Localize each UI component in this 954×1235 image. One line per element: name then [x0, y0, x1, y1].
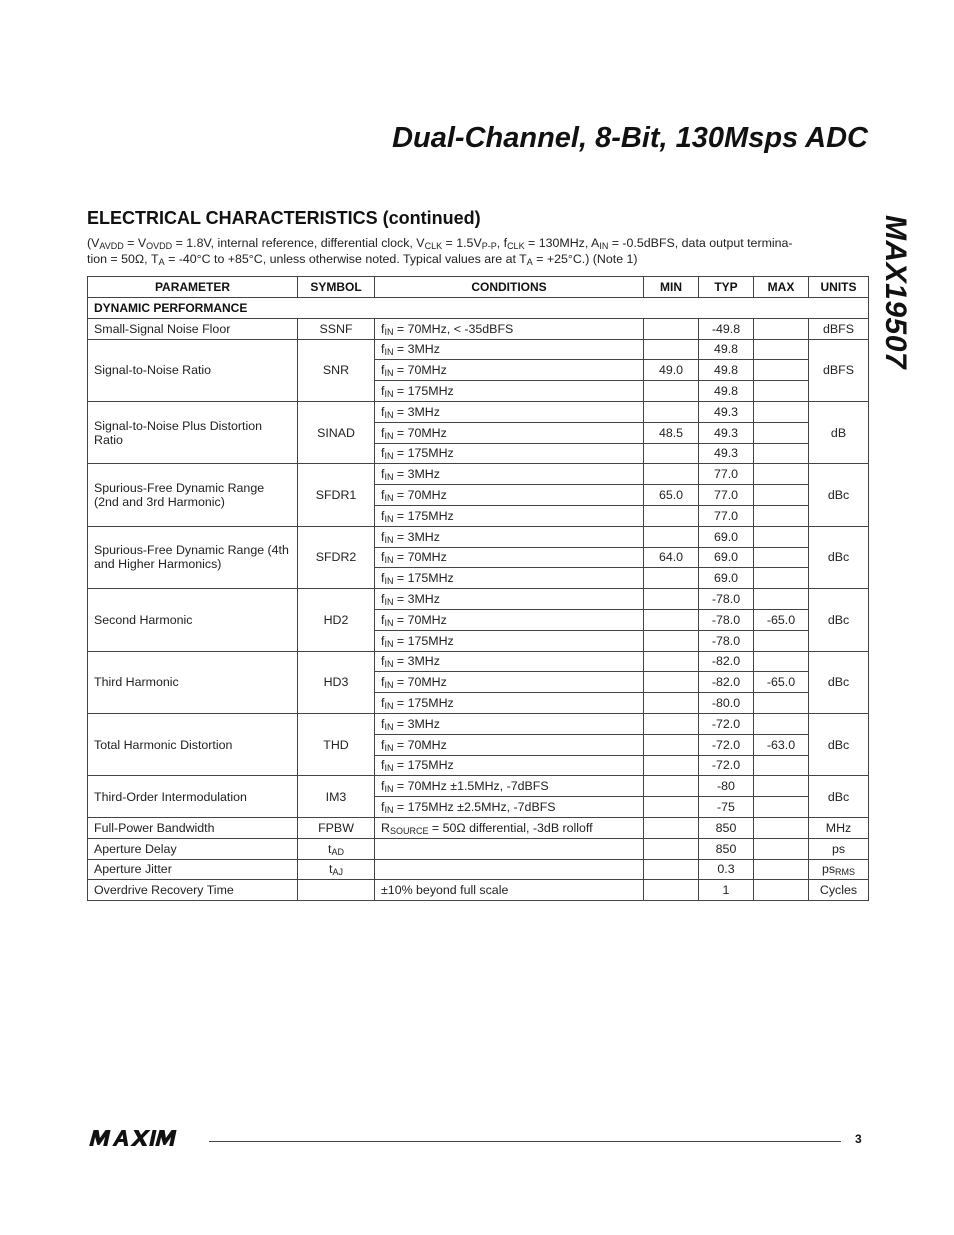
conditions-cell: $f_{IN} = 70MHz$ — [375, 609, 644, 630]
conditions-cell: $f_{IN} = 175MHz$ — [375, 568, 644, 589]
units-cell: dBc — [809, 776, 869, 818]
table-row — [88, 651, 869, 672]
units-cell: dBc — [809, 651, 869, 713]
typ-cell: 49.3 — [699, 422, 754, 443]
conditions-cell: $f_{IN} = 3MHz$ — [375, 651, 644, 672]
units-cell: MHz — [809, 817, 869, 838]
symbol-cell: $t_{AD}$ — [298, 838, 375, 859]
min-cell — [644, 443, 699, 464]
header-units: UNITS — [809, 277, 869, 298]
table-row — [88, 713, 869, 734]
page-number: 3 — [855, 1132, 862, 1146]
header-min: MIN — [644, 277, 699, 298]
max-cell: -65.0 — [754, 609, 809, 630]
section-label: DYNAMIC PERFORMANCE — [88, 298, 869, 319]
table-row — [88, 339, 869, 360]
section-title: ELECTRICAL CHARACTERISTICS (continued) — [87, 208, 481, 228]
conditions-cell: $f_{IN} = 70MHz$ — [375, 485, 644, 506]
conditions-cell: $f_{IN} = 70MHz$ — [375, 672, 644, 693]
parameter-cell: Third-Order Intermodulation — [88, 776, 298, 818]
symbol-cell: SFDR1 — [298, 464, 375, 526]
typ-cell: -78.0 — [699, 609, 754, 630]
side-part-number: MAX19507 — [879, 215, 912, 370]
max-cell — [754, 859, 809, 880]
min-cell — [644, 630, 699, 651]
conditions-cell: $f_{IN} = 70MHz$, < -35dBFS — [375, 318, 644, 339]
symbol-cell — [298, 880, 375, 901]
conditions-cell: $f_{IN} = 70MHz$ — [375, 360, 644, 381]
units-cell: dBc — [809, 526, 869, 588]
symbol-cell: SNR — [298, 339, 375, 401]
min-cell — [644, 859, 699, 880]
parameter-cell: Overdrive Recovery Time — [88, 880, 298, 901]
footer-divider — [209, 1141, 841, 1142]
typ-cell: 49.3 — [699, 443, 754, 464]
min-cell — [644, 381, 699, 402]
parameter-cell: Spurious-Free Dynamic Range (2nd and 3rd Harmonic) — [88, 464, 298, 526]
conditions-cell: $f_{IN} = 175MHz$ — [375, 443, 644, 464]
max-cell — [754, 651, 809, 672]
typ-cell: 0.3 — [699, 859, 754, 880]
min-cell — [644, 651, 699, 672]
conditions-cell: $f_{IN} = 70MHz$ — [375, 547, 644, 568]
conditions-cell: $f_{IN} = 175MHz$ — [375, 381, 644, 402]
max-cell — [754, 880, 809, 901]
parameter-cell: Aperture Delay — [88, 838, 298, 859]
typ-cell: -72.0 — [699, 734, 754, 755]
units-cell: Cycles — [809, 880, 869, 901]
min-cell: 48.5 — [644, 422, 699, 443]
min-cell — [644, 734, 699, 755]
max-cell — [754, 381, 809, 402]
typ-cell: 69.0 — [699, 568, 754, 589]
max-cell — [754, 589, 809, 610]
maxim-logo — [88, 1128, 200, 1148]
table-row — [88, 318, 869, 339]
typ-cell: 69.0 — [699, 526, 754, 547]
conditions-cell: $R_{SOURCE} = 50\Omega$ differential, -3dB rolloff — [375, 817, 644, 838]
conditions-cell: $f_{IN} = 3MHz$ — [375, 339, 644, 360]
typ-cell: -49.8 — [699, 318, 754, 339]
header-parameter: PARAMETER — [88, 277, 298, 298]
units-cell: $ps_{RMS}$ — [809, 859, 869, 880]
section-row-dynamic-performance — [88, 298, 869, 319]
max-cell — [754, 526, 809, 547]
typ-cell: 77.0 — [699, 464, 754, 485]
parameter-cell: Second Harmonic — [88, 589, 298, 651]
min-cell — [644, 713, 699, 734]
symbol-cell: IM3 — [298, 776, 375, 818]
max-cell — [754, 693, 809, 714]
typ-cell: 49.3 — [699, 401, 754, 422]
table-row — [88, 464, 869, 485]
max-cell — [754, 547, 809, 568]
header-symbol: SYMBOL — [298, 277, 375, 298]
min-cell — [644, 526, 699, 547]
max-cell — [754, 817, 809, 838]
typ-cell: -80.0 — [699, 693, 754, 714]
conditions-cell: $f_{IN} = 3MHz$ — [375, 713, 644, 734]
units-cell: dBFS — [809, 318, 869, 339]
min-cell — [644, 505, 699, 526]
units-cell: dB — [809, 401, 869, 463]
parameter-cell: Small-Signal Noise Floor — [88, 318, 298, 339]
max-cell — [754, 776, 809, 797]
typ-cell: 850 — [699, 817, 754, 838]
table-body — [88, 298, 869, 901]
symbol-cell: SINAD — [298, 401, 375, 463]
typ-cell: 49.8 — [699, 381, 754, 402]
parameter-cell: Spurious-Free Dynamic Range (4th and Higher Harmonics) — [88, 526, 298, 588]
min-cell — [644, 838, 699, 859]
conditions-cell: $f_{IN} = 3MHz$ — [375, 464, 644, 485]
max-cell: -65.0 — [754, 672, 809, 693]
typ-cell: 49.8 — [699, 339, 754, 360]
symbol-cell: HD2 — [298, 589, 375, 651]
symbol-cell: $t_{AJ}$ — [298, 859, 375, 880]
typ-cell: -72.0 — [699, 755, 754, 776]
typ-cell: -75 — [699, 797, 754, 818]
max-cell — [754, 464, 809, 485]
parameter-cell: Third Harmonic — [88, 651, 298, 713]
table-row — [88, 526, 869, 547]
max-cell — [754, 755, 809, 776]
symbol-cell: SSNF — [298, 318, 375, 339]
conditions-line-2: tion = 50Ω, $T_A = -40^\circ C$ to +85°C, unless otherwise noted. Typical values are at $T_A = +25^\circ C$.) (Note 1) — [87, 252, 638, 267]
table-row — [88, 401, 869, 422]
header-max: MAX — [754, 277, 809, 298]
typ-cell: -82.0 — [699, 672, 754, 693]
max-cell — [754, 360, 809, 381]
min-cell — [644, 318, 699, 339]
min-cell — [644, 589, 699, 610]
symbol-cell: FPBW — [298, 817, 375, 838]
table-row — [88, 859, 869, 880]
typ-cell: -80 — [699, 776, 754, 797]
parameter-cell: Aperture Jitter — [88, 859, 298, 880]
document-title: Dual-Channel, 8-Bit, 130Msps ADC — [392, 122, 868, 154]
table-row — [88, 817, 869, 838]
min-cell — [644, 755, 699, 776]
table-row — [88, 880, 869, 901]
conditions-cell: $f_{IN} = 175MHz$ — [375, 505, 644, 526]
min-cell — [644, 672, 699, 693]
min-cell: 65.0 — [644, 485, 699, 506]
electrical-characteristics-table — [87, 276, 869, 901]
units-cell: dBc — [809, 464, 869, 526]
min-cell — [644, 401, 699, 422]
conditions-cell — [375, 838, 644, 859]
units-cell: ps — [809, 838, 869, 859]
max-cell — [754, 797, 809, 818]
typ-cell: 1 — [699, 880, 754, 901]
min-cell — [644, 339, 699, 360]
conditions-cell: $f_{IN} = 175MHz$ — [375, 755, 644, 776]
typ-cell: -82.0 — [699, 651, 754, 672]
conditions-cell: $f_{IN} = 175MHz$ — [375, 693, 644, 714]
max-cell — [754, 443, 809, 464]
table-header-row — [88, 277, 869, 298]
table-row — [88, 776, 869, 797]
max-cell — [754, 401, 809, 422]
min-cell — [644, 776, 699, 797]
typ-cell: 77.0 — [699, 505, 754, 526]
typ-cell: -78.0 — [699, 630, 754, 651]
max-cell — [754, 505, 809, 526]
parameter-cell: Total Harmonic Distortion — [88, 713, 298, 775]
max-cell — [754, 838, 809, 859]
min-cell: 49.0 — [644, 360, 699, 381]
min-cell — [644, 880, 699, 901]
conditions-cell — [375, 859, 644, 880]
parameter-cell: Full-Power Bandwidth — [88, 817, 298, 838]
max-cell — [754, 422, 809, 443]
min-cell: 64.0 — [644, 547, 699, 568]
typ-cell: 850 — [699, 838, 754, 859]
symbol-cell: THD — [298, 713, 375, 775]
conditions-line-1: ($V_{AVDD} = V_{OVDD} = 1.8V$, internal reference, differential clock, $V_{CLK} = 1.5V_{P-P}$, $f_{CLK} = 130MHz$, $A_{IN}$ = -0.5dBFS, data output termina- — [87, 236, 793, 251]
units-cell: dBc — [809, 589, 869, 651]
typ-cell: -72.0 — [699, 713, 754, 734]
min-cell — [644, 797, 699, 818]
conditions-cell: $f_{IN} = 175MHz \pm 2.5MHz$, -7dBFS — [375, 797, 644, 818]
min-cell — [644, 568, 699, 589]
header-typ: TYP — [699, 277, 754, 298]
min-cell — [644, 817, 699, 838]
min-cell — [644, 464, 699, 485]
max-cell — [754, 485, 809, 506]
header-conditions: CONDITIONS — [375, 277, 644, 298]
test-conditions-note — [87, 235, 868, 267]
conditions-cell: $f_{IN} = 175MHz$ — [375, 630, 644, 651]
max-cell — [754, 318, 809, 339]
conditions-cell: $f_{IN} = 3MHz$ — [375, 589, 644, 610]
conditions-cell: ±10% beyond full scale — [375, 880, 644, 901]
parameter-cell: Signal-to-Noise Plus Distortion Ratio — [88, 401, 298, 463]
max-cell — [754, 568, 809, 589]
table-row — [88, 589, 869, 610]
table-row — [88, 838, 869, 859]
max-cell — [754, 713, 809, 734]
typ-cell: 69.0 — [699, 547, 754, 568]
conditions-cell: $f_{IN} = 3MHz$ — [375, 401, 644, 422]
parameter-cell: Signal-to-Noise Ratio — [88, 339, 298, 401]
max-cell — [754, 339, 809, 360]
typ-cell: 49.8 — [699, 360, 754, 381]
max-cell — [754, 630, 809, 651]
conditions-cell: $f_{IN} = 70MHz$ — [375, 422, 644, 443]
conditions-cell: $f_{IN} = 3MHz$ — [375, 526, 644, 547]
min-cell — [644, 609, 699, 630]
max-cell: -63.0 — [754, 734, 809, 755]
typ-cell: 77.0 — [699, 485, 754, 506]
symbol-cell: HD3 — [298, 651, 375, 713]
units-cell: dBc — [809, 713, 869, 775]
min-cell — [644, 693, 699, 714]
conditions-cell: $f_{IN} = 70MHz \pm 1.5MHz$, -7dBFS — [375, 776, 644, 797]
conditions-cell: $f_{IN} = 70MHz$ — [375, 734, 644, 755]
typ-cell: -78.0 — [699, 589, 754, 610]
symbol-cell: SFDR2 — [298, 526, 375, 588]
units-cell: dBFS — [809, 339, 869, 401]
